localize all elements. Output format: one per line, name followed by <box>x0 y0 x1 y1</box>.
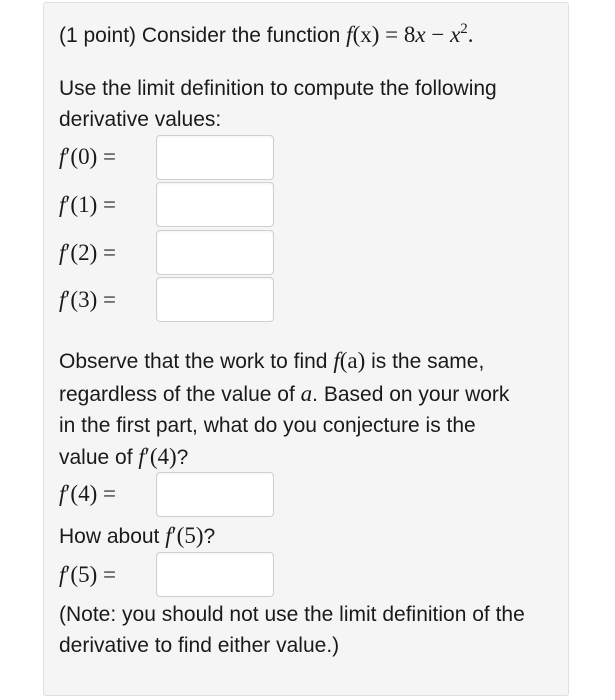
observe-line-2: regardless of the value of a. Based on your work <box>59 381 510 406</box>
label-f-prime-4: f′(4) = <box>59 481 116 506</box>
observe-line-1: Observe that the work to find f(a) is the same, <box>59 348 485 373</box>
answer-input-f-prime-5[interactable] <box>156 552 274 597</box>
observe-line-3: in the first part, what do you conjecture is the <box>59 414 476 437</box>
problem-statement <box>59 22 474 49</box>
answer-input-f-prime-0[interactable] <box>156 135 274 180</box>
label-f-prime-5: f′(5) = <box>59 562 116 587</box>
intro-text: (1 point) Consider the function <box>59 24 341 47</box>
label-f-prime-0: f′(0) = <box>59 144 116 169</box>
answer-input-f-prime-4[interactable] <box>156 472 274 517</box>
instruction-line-1: Use the limit definition to compute the following <box>59 77 497 100</box>
note-line-2: derivative to find either value.) <box>59 634 340 657</box>
label-f-prime-1: f′(1) = <box>59 192 116 217</box>
note-line-1: (Note: you should not use the limit definition of the <box>59 603 525 626</box>
label-f-prime-2: f′(2) = <box>59 240 116 265</box>
function-expression: $f(x) = 8x - x^2$. <box>346 21 474 47</box>
instruction-line-2: derivative values: <box>59 108 222 131</box>
how-about-line: How about f′(5)? <box>59 523 216 548</box>
answer-input-f-prime-2[interactable] <box>156 230 274 275</box>
answer-input-f-prime-1[interactable] <box>156 182 274 227</box>
answer-input-f-prime-3[interactable] <box>156 277 274 322</box>
observe-line-4: value of f′(4)? <box>59 444 189 469</box>
label-f-prime-3: f′(3) = <box>59 287 116 312</box>
